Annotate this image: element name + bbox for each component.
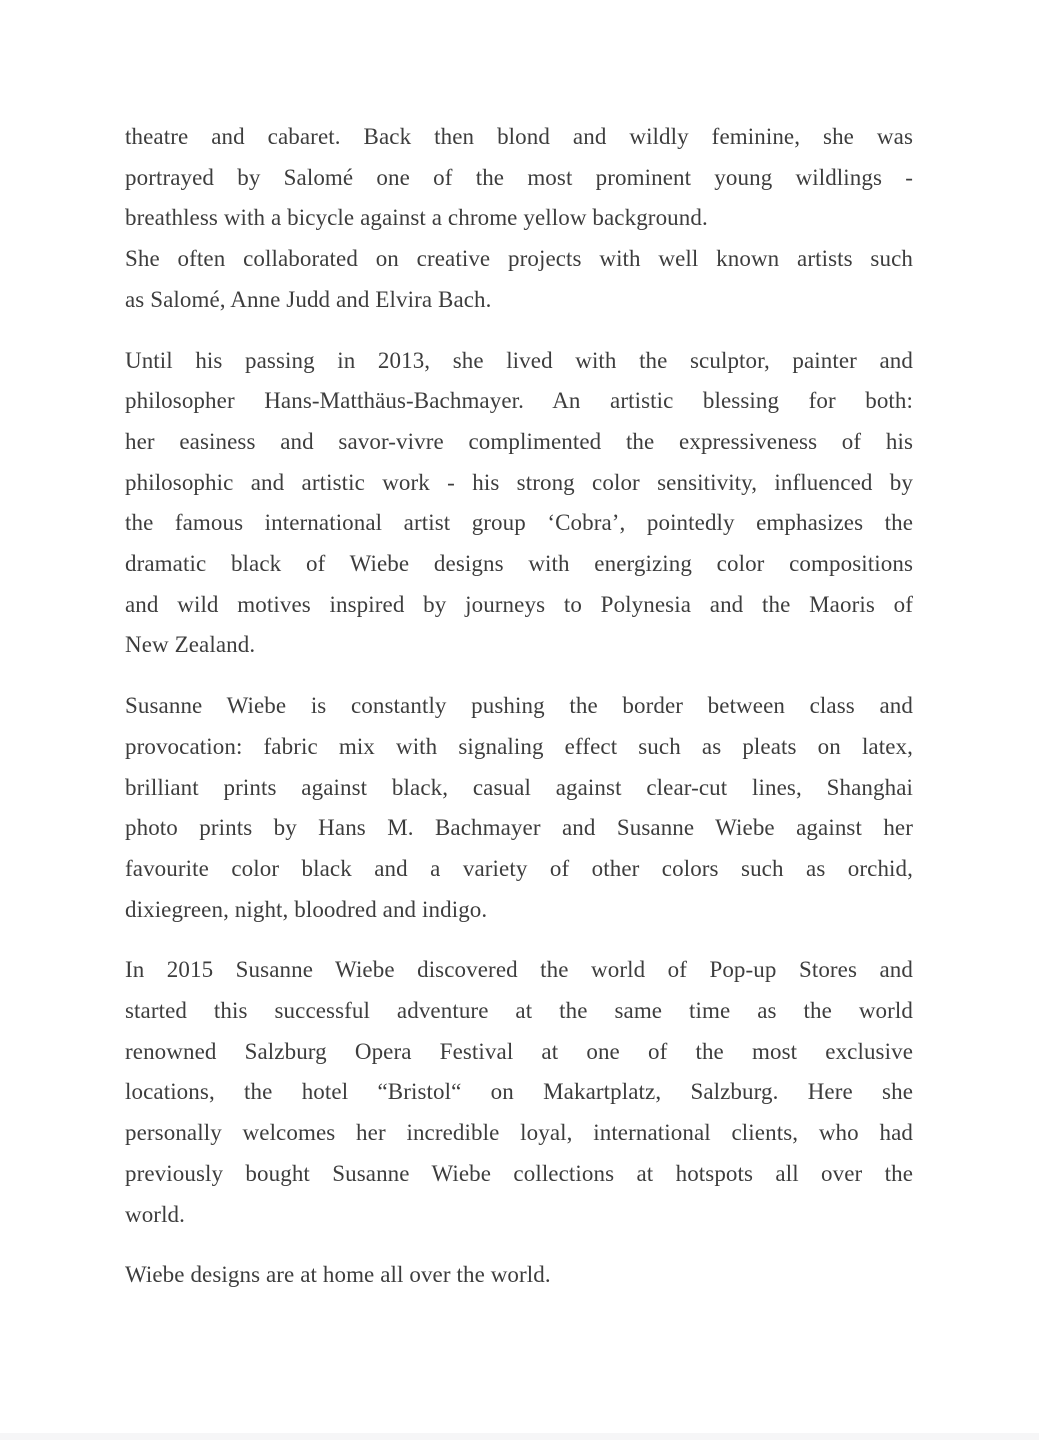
paragraph-5: [125, 1255, 913, 1296]
text-line: and wild motives inspired by journeys to Polynesia and the Maoris of: [125, 591, 913, 617]
paragraph-4: [125, 950, 913, 1235]
text-line: She often collaborated on creative projects with well known artists such: [125, 246, 913, 272]
text-line: the famous international artist group ‘Cobra’, pointedly emphasizes the: [125, 510, 913, 536]
text-line: renowned Salzburg Opera Festival at one of the most exclusive: [125, 1038, 913, 1064]
text-line: theatre and cabaret. Back then blond and wildly feminine, she was: [125, 124, 913, 149]
text-line: Susanne Wiebe is constantly pushing the border between class and: [125, 693, 913, 719]
text-line: Until his passing in 2013, she lived with the sculptor, painter and: [125, 347, 913, 373]
text-line: In 2015 Susanne Wiebe discovered the world of Pop-up Stores and: [125, 957, 913, 983]
text-line: world.: [125, 1201, 186, 1227]
text-line: dramatic black of Wiebe designs with energizing color compositions: [125, 551, 913, 577]
text-line: Wiebe designs are at home all over the world.: [125, 1262, 551, 1288]
text-line: provocation: fabric mix with signaling effect such as pleats on latex,: [125, 733, 913, 759]
text-line: as Salomé, Anne Judd and Elvira Bach.: [125, 286, 492, 312]
text-line: philosophic and artistic work - his strong color sensitivity, influenced by: [125, 469, 913, 495]
text-line: breathless with a bicycle against a chrome yellow background.: [125, 205, 708, 231]
paragraph-1: [125, 117, 913, 321]
text-line: dixiegreen, night, bloodred and indigo.: [125, 896, 488, 922]
text-line: previously bought Susanne Wiebe collections at hotspots all over the: [125, 1160, 913, 1186]
text-line: portrayed by Salomé one of the most prominent young wildlings -: [125, 164, 913, 190]
document-body: [125, 117, 913, 1316]
text-line: brilliant prints against black, casual against clear-cut lines, Shanghai: [125, 774, 913, 800]
paragraph-2: [125, 341, 913, 667]
text-line: personally welcomes her incredible loyal, international clients, who had: [125, 1120, 913, 1146]
text-line: locations, the hotel “Bristol“ on Makartplatz, Salzburg. Here she: [125, 1079, 913, 1105]
page-bottom-strip: [0, 1433, 1039, 1440]
text-line: philosopher Hans-Matthäus-Bachmayer. An artistic blessing for both:: [125, 388, 913, 414]
text-line: photo prints by Hans M. Bachmayer and Susanne Wiebe against her: [125, 815, 913, 841]
text-line: her easiness and savor-vivre complimented the expressiveness of his: [125, 428, 913, 454]
paragraph-3: [125, 686, 913, 930]
text-line: favourite color black and a variety of other colors such as orchid,: [125, 855, 913, 881]
text-line: New Zealand.: [125, 632, 256, 658]
text-line: started this successful adventure at the same time as the world: [125, 998, 913, 1024]
